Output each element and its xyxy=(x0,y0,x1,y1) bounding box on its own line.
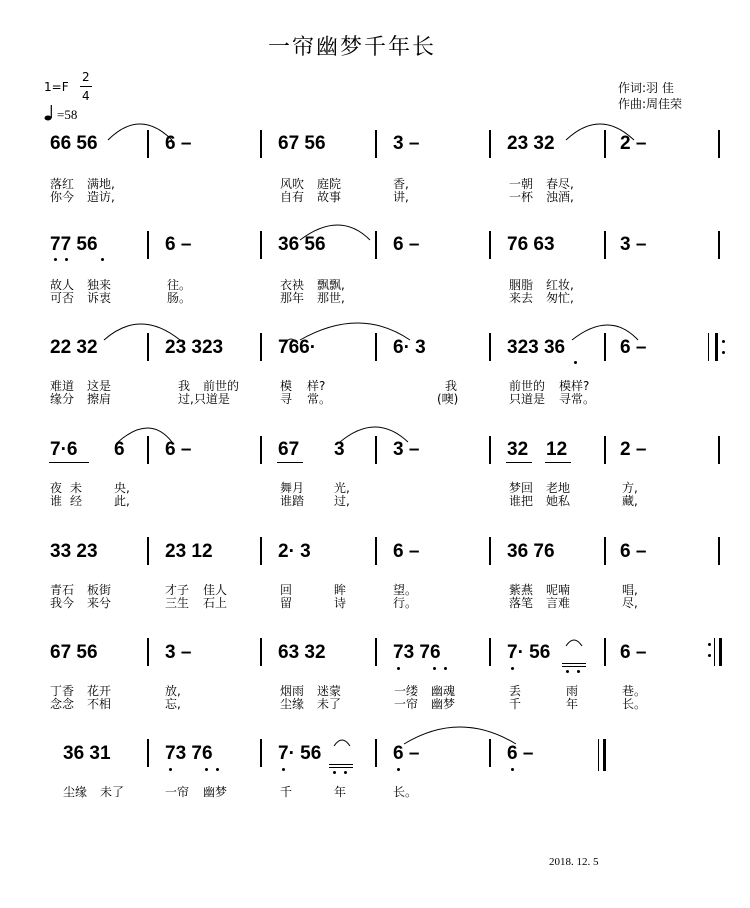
barline xyxy=(604,638,606,666)
lyric: 花开 xyxy=(87,684,112,698)
lyric: 梦回 xyxy=(509,481,534,495)
lyric: 板街 xyxy=(87,583,112,597)
barline xyxy=(260,436,262,464)
barline xyxy=(147,537,149,565)
note-group: 33 23 xyxy=(50,541,98,562)
note-group: 66 56 xyxy=(50,133,98,154)
note-group: 67 56 xyxy=(50,642,98,663)
lyric: 谁把 xyxy=(509,494,534,508)
lyric: 光, xyxy=(334,481,350,495)
barline xyxy=(147,436,149,464)
note-group: 67 56 xyxy=(278,133,326,154)
lyric: 夜 xyxy=(50,481,63,495)
lyric: 过, xyxy=(334,494,350,508)
lyric: 回 xyxy=(280,583,293,597)
eighth-underline xyxy=(545,462,571,463)
lyric: 模样? xyxy=(559,379,590,393)
barline xyxy=(147,231,149,259)
lyric: 未了 xyxy=(317,697,342,711)
note-group: 2 – xyxy=(620,133,647,154)
lower-octave-dot xyxy=(216,768,219,771)
lyric: 青石 xyxy=(50,583,75,597)
lower-octave-dot xyxy=(444,667,447,670)
sixteenth-underline xyxy=(329,767,353,768)
note-group: 6 – xyxy=(165,234,192,255)
lyric: 留 xyxy=(280,596,293,610)
lyric: 难道 xyxy=(50,379,75,393)
note-group: 6 – xyxy=(620,642,647,663)
lyric: 往。 xyxy=(167,278,192,292)
lyric: 庭院 xyxy=(317,177,342,191)
lyric: 来兮 xyxy=(87,596,112,610)
lyric: 千 xyxy=(280,785,293,799)
lyric: 呢喃 xyxy=(546,583,571,597)
note-group: 3 xyxy=(334,439,345,460)
barline xyxy=(489,436,491,464)
time-signature-bottom: 4 xyxy=(82,89,90,103)
lyric: 一缕 xyxy=(394,684,419,698)
barline xyxy=(489,537,491,565)
lyric: 故事 xyxy=(317,190,342,204)
lower-octave-dot xyxy=(397,667,400,670)
barline xyxy=(260,130,262,158)
lyric: 年 xyxy=(566,697,579,711)
repeat-dot xyxy=(708,654,711,657)
lyric: 匆忙, xyxy=(546,291,574,305)
lyric: 紫燕 xyxy=(509,583,534,597)
barline xyxy=(260,739,262,767)
note-group: 6 – xyxy=(393,541,420,562)
lyric: 常。 xyxy=(307,392,332,406)
lyric: 来去 xyxy=(509,291,534,305)
lower-octave-dot xyxy=(54,258,57,261)
repeat-dot xyxy=(708,643,711,646)
barline xyxy=(147,638,149,666)
time-signature-top: 2 xyxy=(82,70,90,84)
tempo-marking: =58 xyxy=(57,107,78,122)
lyric: (噢) xyxy=(437,392,459,406)
lyric: 方, xyxy=(622,481,638,495)
lyric: 尘缘 xyxy=(63,785,88,799)
final-thick-line xyxy=(603,739,606,771)
note-group: 36 56 xyxy=(278,234,326,255)
lyric: 行。 xyxy=(393,596,418,610)
lyric: 春尽, xyxy=(546,177,574,191)
sixteenth-underline xyxy=(562,663,586,664)
lower-octave-dot xyxy=(169,768,172,771)
barline xyxy=(718,231,720,259)
lyric: 此, xyxy=(114,494,130,508)
lyric: 丁香 xyxy=(50,684,75,698)
barline xyxy=(147,130,149,158)
lyric: 忘, xyxy=(165,697,181,711)
lyric: 衣袂 xyxy=(280,278,305,292)
lyric: 过,只道是 xyxy=(178,392,230,406)
date-stamp: 2018. 12. 5 xyxy=(549,856,599,868)
lyric: 样? xyxy=(307,379,326,393)
repeat-thick-line xyxy=(715,333,718,361)
lyric: 央, xyxy=(114,481,130,495)
lyric: 长。 xyxy=(393,785,418,799)
lyric: 我今 xyxy=(50,596,75,610)
lyric: 一帘 xyxy=(165,785,190,799)
note-group: 36 31 xyxy=(63,743,111,764)
lower-octave-dot xyxy=(574,361,577,364)
barline xyxy=(375,436,377,464)
lyric: 那世, xyxy=(317,291,345,305)
lyric: 模 xyxy=(280,379,293,393)
lyric: 长。 xyxy=(622,697,647,711)
barline xyxy=(147,739,149,767)
barline xyxy=(604,436,606,464)
sixteenth-underline xyxy=(329,764,353,765)
barline xyxy=(260,231,262,259)
lyric: 一朝 xyxy=(509,177,534,191)
note-group: 7· 56 xyxy=(507,642,551,663)
barline xyxy=(489,333,491,361)
barline xyxy=(604,231,606,259)
lyric: 望。 xyxy=(393,583,418,597)
repeat-thin-line xyxy=(714,638,715,666)
note-group: 67 xyxy=(278,439,300,460)
lyric: 我 xyxy=(445,379,458,393)
lyric: 独来 xyxy=(87,278,112,292)
lyric: 故人 xyxy=(50,278,75,292)
lyric: 石上 xyxy=(203,596,228,610)
lower-octave-dot xyxy=(333,771,336,774)
lyric: 雨 xyxy=(566,684,579,698)
note-group: 36 76 xyxy=(507,541,555,562)
note-group: 6 – xyxy=(620,337,647,358)
lyric: 缘分 xyxy=(50,392,75,406)
repeat-dot xyxy=(722,351,725,354)
lyric: 幽魂 xyxy=(431,684,456,698)
eighth-underline xyxy=(506,462,532,463)
lower-octave-dot xyxy=(577,670,580,673)
lyric: 诗 xyxy=(334,596,347,610)
repeat-thin-line xyxy=(708,333,709,361)
lyric: 尽, xyxy=(622,596,638,610)
lyric: 落笔 xyxy=(509,596,534,610)
lyric: 飘飘, xyxy=(317,278,345,292)
lower-octave-dot xyxy=(511,768,514,771)
lower-octave-dot xyxy=(566,670,569,673)
repeat-dot xyxy=(722,340,725,343)
note-group: 6 – xyxy=(393,743,420,764)
note-group: 77 56 xyxy=(50,234,98,255)
barline xyxy=(375,537,377,565)
lyric: 只道是 xyxy=(509,392,546,406)
sixteenth-underline xyxy=(562,666,586,667)
lyric: 肠。 xyxy=(167,291,192,305)
eighth-underline xyxy=(49,462,89,463)
lyric: 她私 xyxy=(546,494,571,508)
note-group: 6 – xyxy=(507,743,534,764)
barline xyxy=(718,436,720,464)
barline xyxy=(604,537,606,565)
eighth-underline xyxy=(277,462,303,463)
lower-octave-dot xyxy=(433,667,436,670)
note-group: 6 – xyxy=(165,133,192,154)
lyric: 才子 xyxy=(165,583,190,597)
barline xyxy=(375,231,377,259)
lyric: 前世的 xyxy=(509,379,546,393)
lyric: 巷。 xyxy=(622,684,647,698)
composer-credit: 作曲:周佳荣 xyxy=(618,97,683,111)
lyric: 唱, xyxy=(622,583,638,597)
note-group: 323 36 xyxy=(507,337,566,358)
lyric: 一帘 xyxy=(394,697,419,711)
barline xyxy=(489,739,491,767)
lyric: 三生 xyxy=(165,596,190,610)
lyric: 藏, xyxy=(622,494,638,508)
lyric: 满地, xyxy=(87,177,115,191)
final-thin-line xyxy=(598,739,599,771)
lower-octave-dot xyxy=(282,768,285,771)
lyric: 幽梦 xyxy=(203,785,228,799)
note-group: 6 – xyxy=(165,439,192,460)
lyric: 迷蒙 xyxy=(317,684,342,698)
lyric: 未了 xyxy=(100,785,125,799)
lyric: 幽梦 xyxy=(431,697,456,711)
note-group: 76 63 xyxy=(507,234,555,255)
lyric: 谁 xyxy=(50,494,63,508)
note-group: 7· 56 xyxy=(278,743,322,764)
lower-octave-dot xyxy=(205,768,208,771)
note-group: 23 323 xyxy=(165,337,224,358)
barline xyxy=(489,638,491,666)
note-group: 6· 3 xyxy=(393,337,426,358)
lyric: 诉衷 xyxy=(87,291,112,305)
note-group: 12 xyxy=(546,439,568,460)
lyric: 可否 xyxy=(50,291,75,305)
lyric: 前世的 xyxy=(203,379,240,393)
lower-octave-dot xyxy=(344,771,347,774)
note-group: 766· xyxy=(278,337,317,358)
page-title: 一帘幽梦千年长 xyxy=(268,35,437,60)
note-group: 2 – xyxy=(620,439,647,460)
note-group: 6 – xyxy=(393,234,420,255)
lyric: 不相 xyxy=(87,697,112,711)
barline xyxy=(604,130,606,158)
lyric: 谁踏 xyxy=(280,494,305,508)
lyric: 红妆, xyxy=(546,278,574,292)
lyric: 舞月 xyxy=(280,481,305,495)
barline xyxy=(260,333,262,361)
lyric: 寻常。 xyxy=(559,392,596,406)
note-group: 63 32 xyxy=(278,642,326,663)
lyric: 言难 xyxy=(546,596,571,610)
note-group: 3 – xyxy=(620,234,647,255)
lyric: 香, xyxy=(393,177,409,191)
lyric: 尘缘 xyxy=(280,697,305,711)
note-group: 73 76 xyxy=(165,743,213,764)
lyric: 念念 xyxy=(50,697,75,711)
lyric: 寻 xyxy=(280,392,293,406)
note-group: 22 32 xyxy=(50,337,98,358)
note-group: 73 76 xyxy=(393,642,441,663)
repeat-thick-line xyxy=(719,638,722,666)
barline xyxy=(260,638,262,666)
note-group: 3 – xyxy=(165,642,192,663)
lyric: 未 xyxy=(70,481,83,495)
barline xyxy=(718,130,720,158)
note-group: 7·6 xyxy=(50,439,78,460)
lyric: 丢 xyxy=(509,684,522,698)
lyric: 老地 xyxy=(546,481,571,495)
lyric: 我 xyxy=(178,379,191,393)
barline xyxy=(718,537,720,565)
lower-octave-dot xyxy=(65,258,68,261)
barline xyxy=(489,231,491,259)
lower-octave-dot xyxy=(397,768,400,771)
lyric: 胭脂 xyxy=(509,278,534,292)
note-group: 23 32 xyxy=(507,133,555,154)
lyric: 经 xyxy=(70,494,83,508)
note-group: 3 – xyxy=(393,133,420,154)
note-group: 6 xyxy=(114,439,125,460)
barline xyxy=(260,537,262,565)
lyric: 落红 xyxy=(50,177,75,191)
lyric: 千 xyxy=(509,697,522,711)
lyricist-credit: 作词:羽 佳 xyxy=(618,81,674,95)
lyric: 浊酒, xyxy=(546,190,574,204)
lyric: 讲, xyxy=(393,190,409,204)
barline xyxy=(375,638,377,666)
lyric: 这是 xyxy=(87,379,112,393)
barline xyxy=(375,333,377,361)
note-group: 23 12 xyxy=(165,541,213,562)
note-group: 6 – xyxy=(620,541,647,562)
lyric: 放, xyxy=(165,684,181,698)
lyric: 烟雨 xyxy=(280,684,305,698)
lyric: 年 xyxy=(334,785,347,799)
lyric: 擦肩 xyxy=(87,392,112,406)
lyric: 自有 xyxy=(280,190,305,204)
barline xyxy=(375,130,377,158)
lyric: 一杯 xyxy=(509,190,534,204)
lyric: 造访, xyxy=(87,190,115,204)
lyric: 佳人 xyxy=(203,583,228,597)
note-group: 2· 3 xyxy=(278,541,311,562)
lyric: 风吹 xyxy=(280,177,305,191)
barline xyxy=(604,333,606,361)
note-group: 3 – xyxy=(393,439,420,460)
barline xyxy=(489,130,491,158)
lyric: 眸 xyxy=(334,583,347,597)
lower-octave-dot xyxy=(511,667,514,670)
key-signature: 1=F xyxy=(44,80,69,94)
note-group: 32 xyxy=(507,439,529,460)
lyric: 你今 xyxy=(50,190,75,204)
barline xyxy=(147,333,149,361)
barline xyxy=(375,739,377,767)
lower-octave-dot xyxy=(101,258,104,261)
lyric: 那年 xyxy=(280,291,305,305)
